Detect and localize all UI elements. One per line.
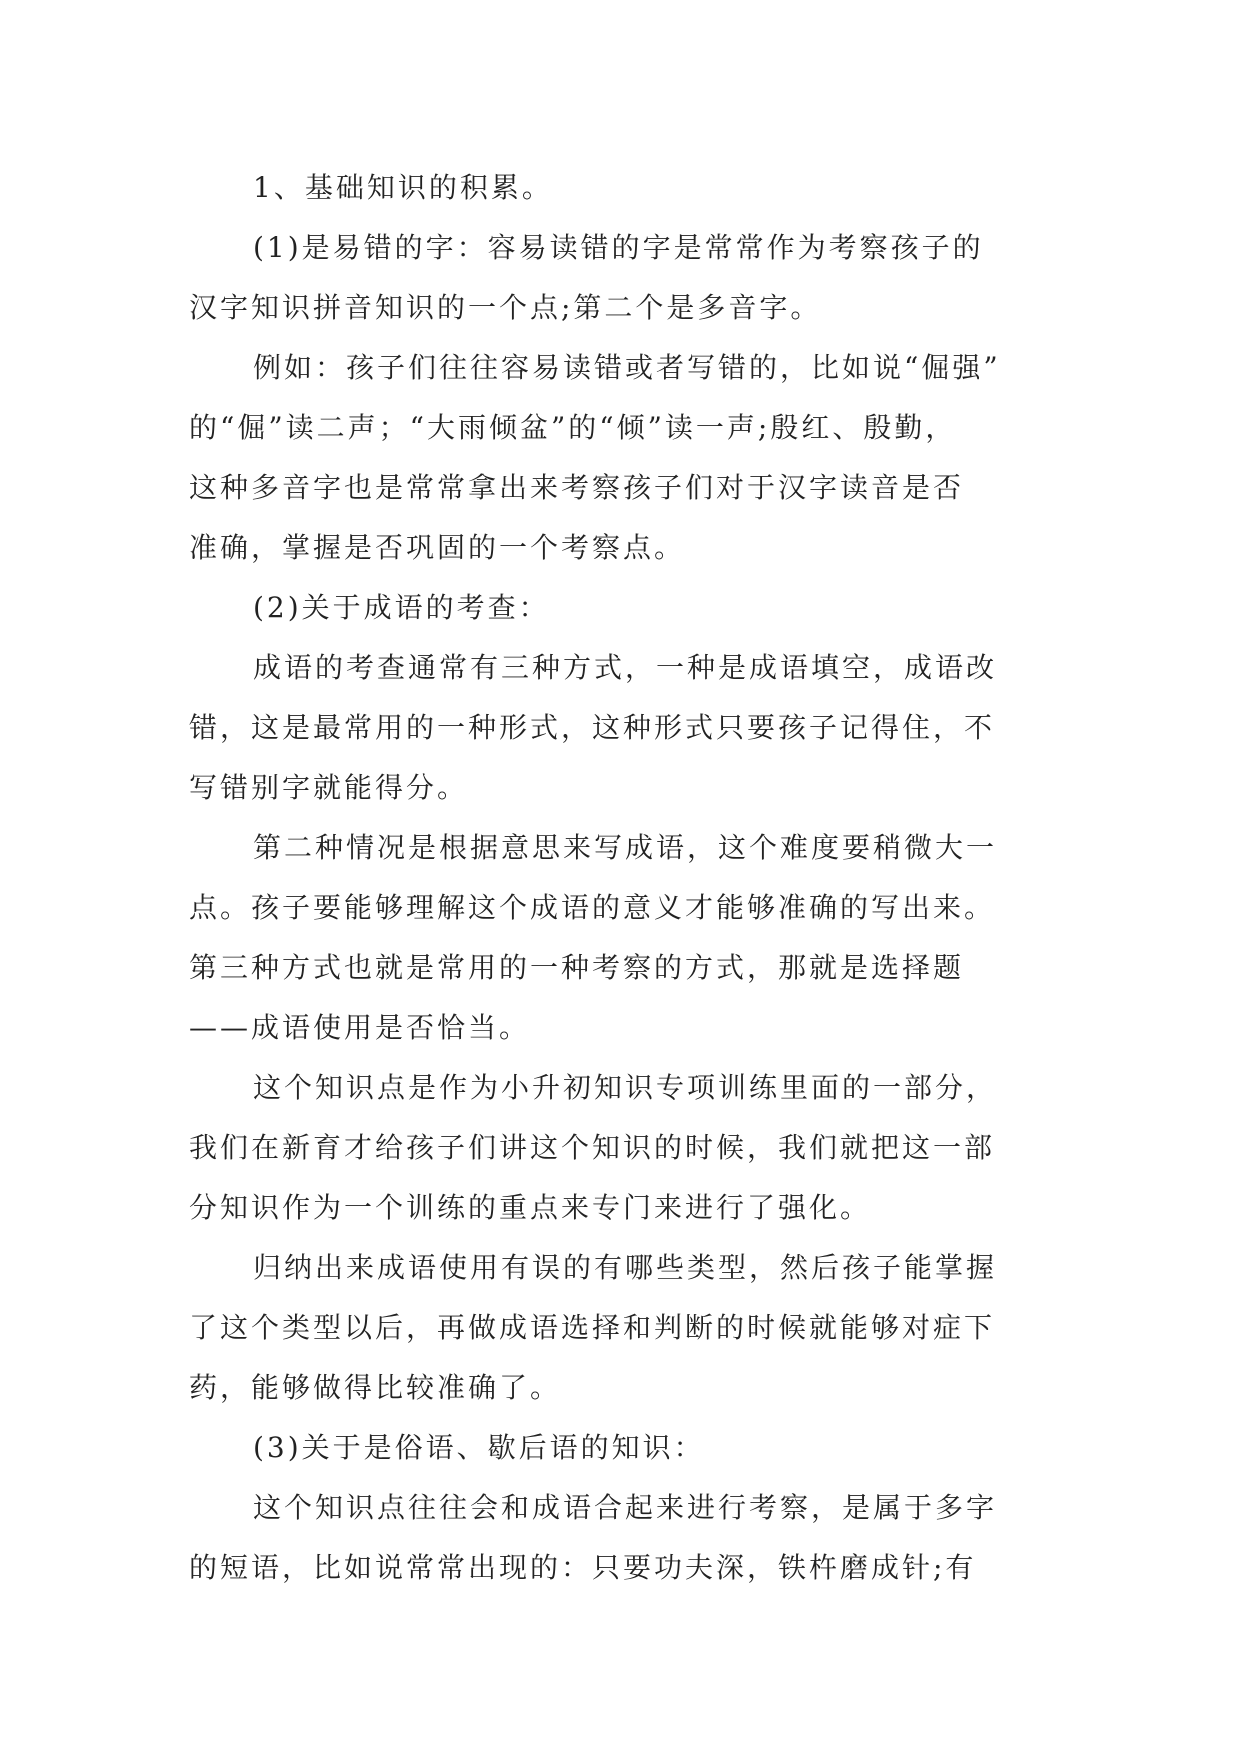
text-line: 错，这是最常用的一种形式，这种形式只要孩子记得住，不: [189, 711, 996, 744]
text-line: (1)是易错的字：容易读错的字是常常作为考察孩子的: [253, 231, 984, 264]
text-line: 写错别字就能得分。: [189, 771, 469, 804]
text-line: 的“倔”读二声；“大雨倾盆”的“倾”读一声;殷红、殷勤，: [189, 411, 957, 444]
text-line: 汉字知识拼音知识的一个点;第二个是多音字。: [189, 291, 822, 324]
text-line: 例如：孩子们往往容易读错或者写错的，比如说“倔强”: [253, 351, 1001, 384]
text-line: 成语的考查通常有三种方式，一种是成语填空，成语改: [253, 651, 998, 684]
text-line: 归纳出来成语使用有误的有哪些类型，然后孩子能掌握: [253, 1251, 998, 1284]
text-line: 第三种方式也就是常用的一种考察的方式，那就是选择题: [189, 951, 965, 984]
text-line: (3)关于是俗语、歇后语的知识：: [253, 1431, 705, 1464]
text-line: 准确，掌握是否巩固的一个考察点。: [189, 531, 686, 564]
text-line: ——成语使用是否恰当。: [189, 1011, 531, 1044]
text-line: 这个知识点是作为小升初知识专项训练里面的一部分，: [253, 1071, 998, 1104]
text-line: 我们在新育才给孩子们讲这个知识的时候，我们就把这一部: [189, 1131, 996, 1164]
text-line: 分知识作为一个训练的重点来专门来进行了强化。: [189, 1191, 872, 1224]
document-body: [189, 158, 1049, 1598]
text-line: 这个知识点往往会和成语合起来进行考察，是属于多字: [253, 1491, 998, 1524]
text-line: 第二种情况是根据意思来写成语，这个难度要稍微大一: [253, 831, 998, 864]
text-line: (2)关于成语的考查：: [253, 591, 550, 624]
text-line: 的短语，比如说常常出现的：只要功夫深，铁杵磨成针;有: [189, 1551, 977, 1584]
text-line: 点。孩子要能够理解这个成语的意义才能够准确的写出来。: [189, 891, 996, 924]
text-line: 药，能够做得比较准确了。: [189, 1371, 562, 1404]
text-line: 这种多音字也是常常拿出来考察孩子们对于汉字读音是否: [189, 471, 965, 504]
text-line: 了这个类型以后，再做成语选择和判断的时候就能够对症下: [189, 1311, 996, 1344]
text-line: 1、基础知识的积累。: [253, 171, 553, 204]
